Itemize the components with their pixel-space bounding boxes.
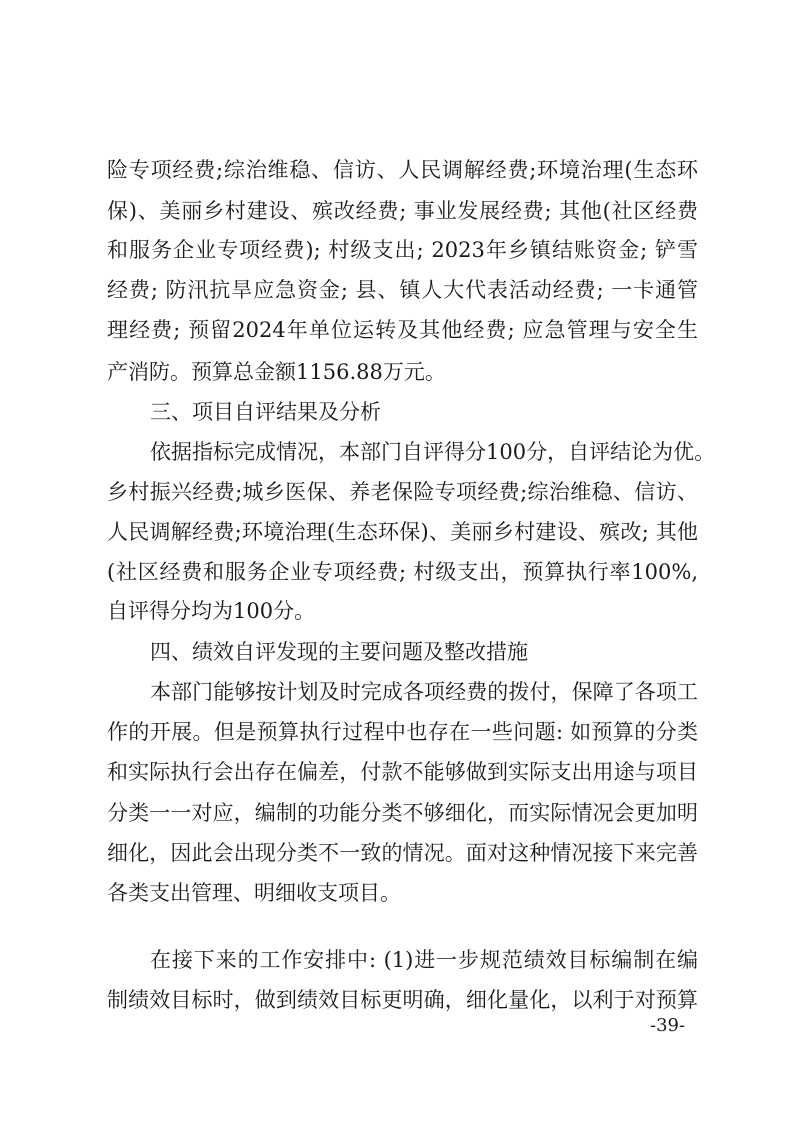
section-heading: 四、绩效自评发现的主要问题及整改措施 (150, 640, 528, 664)
body-text-line: 和实际执行会出存在偏差，付款不能够做到实际支出用途与项目 (107, 760, 698, 784)
body-text-line: 作的开展。但是预算执行过程中也存在一些问题: 如预算的分类 (107, 720, 698, 744)
body-text-line: 依据指标完成情况，本部门自评得分100分，自评结论为优。 (150, 440, 716, 464)
body-text-line: 保)、美丽乡村建设、殡改经费; 事业发展经费; 其他(社区经费 (107, 199, 698, 223)
body-text-line: 理经费; 预留2024年单位运转及其他经费; 应急管理与安全生 (107, 318, 698, 342)
body-text-line: (社区经费和服务企业专项经费; 村级支出，预算执行率100%, (107, 560, 698, 584)
page-number: -39- (650, 1015, 686, 1036)
body-text-line: 人民调解经费;环境治理(生态环保)、美丽乡村建设、殡改; 其他 (107, 520, 698, 544)
body-text-line: 乡村振兴经费;城乡医保、养老保险专项经费;综治维稳、信访、 (107, 480, 698, 504)
body-text-line: 分类一一对应，编制的功能分类不够细化，而实际情况会更加明 (107, 801, 698, 825)
body-text-line: 制绩效目标时，做到绩效目标更明确，细化量化，以利于对预算 (107, 988, 698, 1012)
section-heading: 三、项目自评结果及分析 (150, 400, 381, 424)
body-text-line: 各类支出管理、明细收支项目。 (107, 881, 401, 905)
body-text-line: 和服务企业专项经费); 村级支出; 2023年乡镇结账资金; 铲雪 (107, 238, 698, 262)
body-text-line: 细化，因此会出现分类不一致的情况。面对这种情况接下来完善 (107, 841, 698, 865)
body-text-line: 产消防。预算总金额1156.88万元。 (107, 360, 446, 384)
body-text-line: 经费; 防汛抗旱应急资金; 县、镇人大代表活动经费; 一卡通管 (107, 278, 698, 302)
body-text-line: 自评得分均为100分。 (107, 599, 316, 623)
body-text-line: 在接下来的工作安排中: (1)进一步规范绩效目标编制在编 (150, 948, 698, 972)
body-text-line: 险专项经费;综治维稳、信访、人民调解经费;环境治理(生态环 (107, 158, 698, 182)
body-text-line: 本部门能够按计划及时完成各项经费的拨付，保障了各项工 (150, 680, 698, 704)
